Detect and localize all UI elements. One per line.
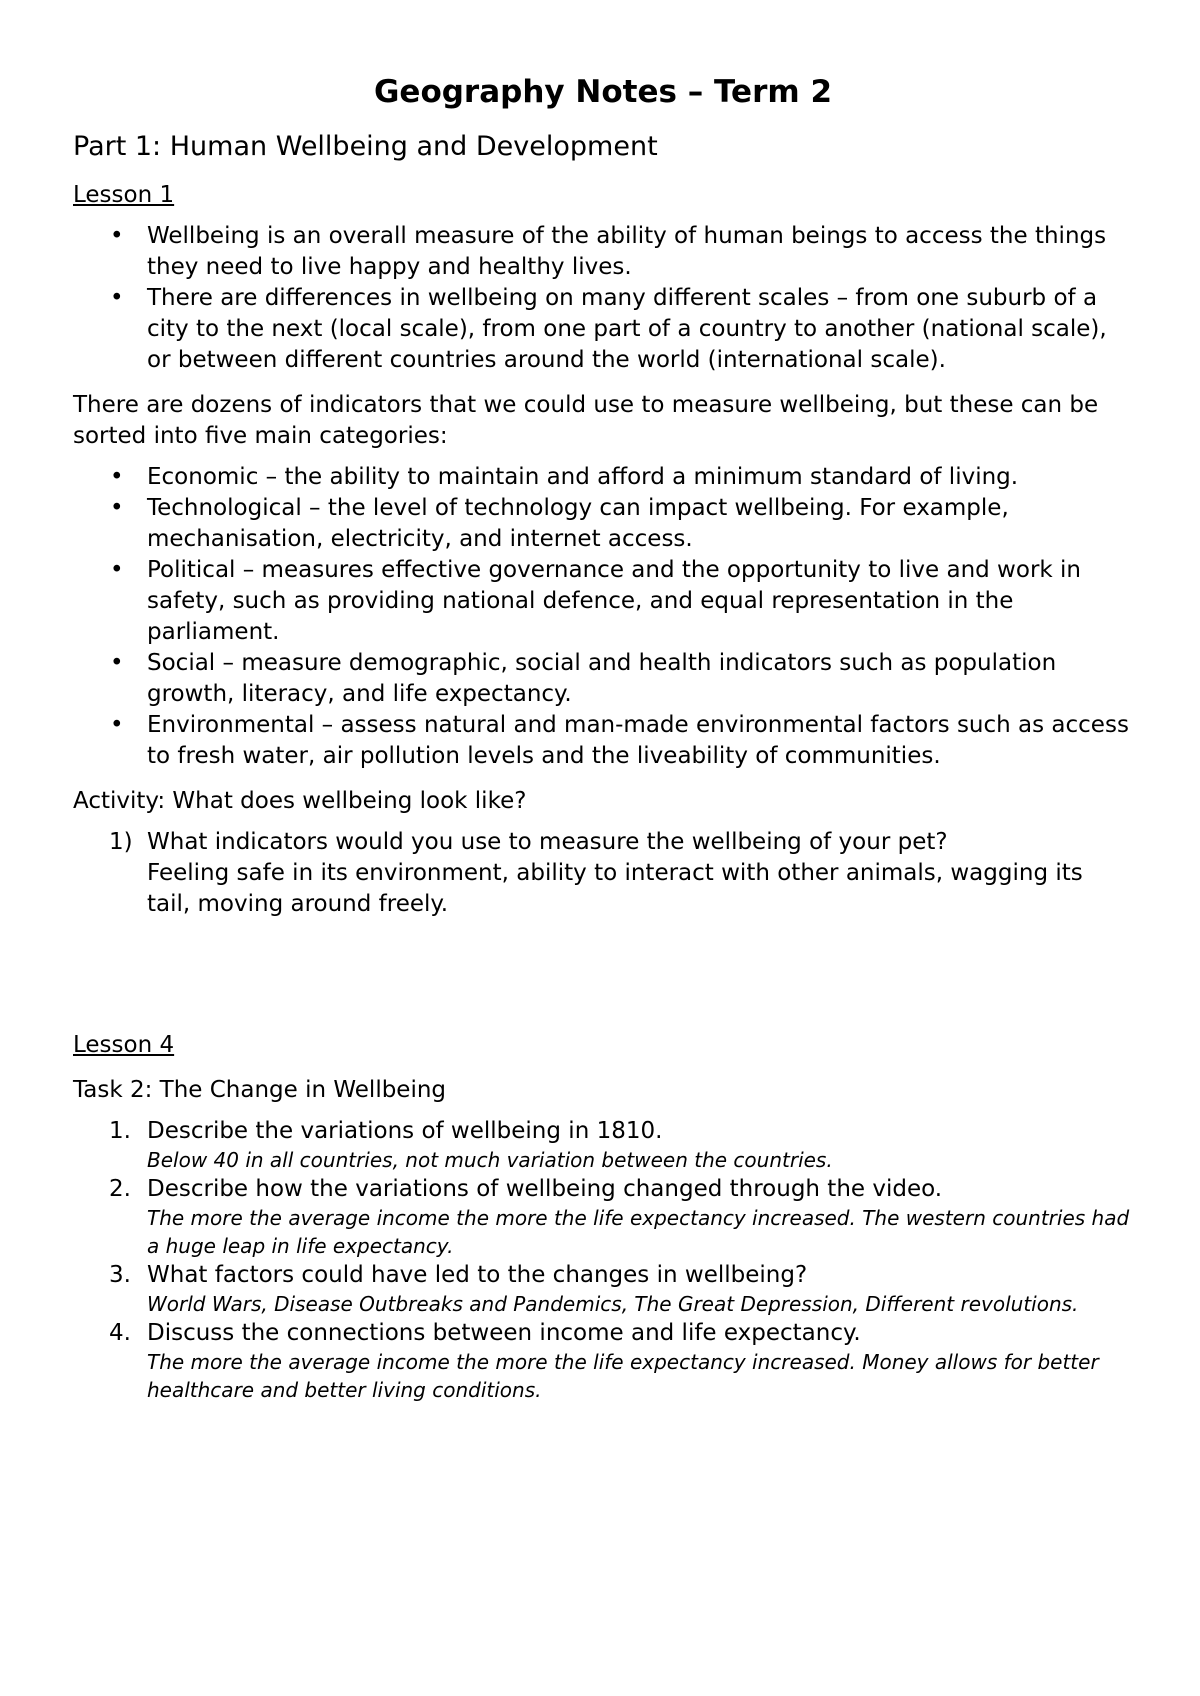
list-item-text: Wellbeing is an overall measure of the ability of human beings to access the things they need to live happy and healthy lives. — [147, 223, 1107, 280]
list-item — [73, 648, 1133, 710]
task-question: Discuss the connections between income and life expectancy. — [147, 1320, 861, 1346]
list-item-number: 2. — [109, 1176, 131, 1202]
task-answer: The more the average income the more the life expectancy increased. The western countries had a huge leap in life expectancy. — [147, 1206, 1130, 1258]
lesson-1-heading: Lesson 1 — [73, 182, 175, 208]
bullet-icon: • — [110, 464, 124, 490]
bullet-icon: • — [110, 223, 124, 249]
list-item — [73, 555, 1133, 648]
part-heading: Part 1: Human Wellbeing and Development — [73, 131, 658, 162]
list-item — [73, 710, 1133, 772]
bullet-icon: • — [110, 557, 124, 583]
list-item-text: Technological – the level of technology can impact wellbeing. For example, mechanisation, electricity, and internet access. — [147, 495, 1009, 552]
list-item-text: There are differences in wellbeing on many different scales – from one suburb of a city to the next (local scale), from one part of a country to another (national scale), or between different countries around the world (international scale). — [147, 285, 1107, 373]
blank-space — [73, 920, 1133, 1016]
list-item-number: 3. — [109, 1262, 131, 1288]
list-item-text: Political – measures effective governance and the opportunity to live and work in safety, such as providing national defence, and equal representation in the parliament. — [147, 557, 1081, 645]
bullet-icon: • — [110, 285, 124, 311]
activity-question: What indicators would you use to measure the wellbeing of your pet? — [147, 829, 948, 855]
list-item-text: Economic – the ability to maintain and afford a minimum standard of living. — [147, 464, 1019, 490]
list-item — [73, 1174, 1133, 1260]
list-item — [73, 283, 1133, 376]
bullet-icon: • — [110, 712, 124, 738]
task-question: Describe how the variations of wellbeing changed through the video. — [147, 1176, 943, 1202]
list-item — [73, 1260, 1133, 1318]
task-question: Describe the variations of wellbeing in 1810. — [147, 1118, 663, 1144]
lesson-1-bullet-list — [73, 221, 1133, 376]
bullet-icon: • — [110, 650, 124, 676]
categories-list — [73, 462, 1133, 772]
task-answer: The more the average income the more the life expectancy increased. Money allows for better healthcare and better living conditions. — [147, 1350, 1099, 1402]
activity-answer: Feeling safe in its environment, ability to interact with other animals, wagging its tail, moving around freely. — [147, 860, 1083, 917]
page-title: Geography Notes – Term 2 — [373, 74, 833, 110]
list-item-number: 4. — [109, 1320, 131, 1346]
categories-intro: There are dozens of indicators that we could use to measure wellbeing, but these can be sorted into five main categories: — [73, 392, 1099, 449]
activity-heading: Activity: What does wellbeing look like? — [73, 788, 527, 814]
list-item-number: 1) — [109, 829, 133, 855]
task-question: What factors could have led to the changes in wellbeing? — [147, 1262, 808, 1288]
list-item — [73, 221, 1133, 283]
list-item — [73, 462, 1133, 493]
list-item — [73, 493, 1133, 555]
task-answer: Below 40 in all countries, not much variation between the countries. — [147, 1148, 833, 1172]
list-item — [73, 827, 1133, 920]
task-answer: World Wars, Disease Outbreaks and Pandemics, The Great Depression, Different revolutions. — [147, 1292, 1079, 1316]
list-item — [73, 1318, 1133, 1404]
task-list — [73, 1116, 1133, 1404]
list-item-text: Environmental – assess natural and man-made environmental factors such as access to fresh water, air pollution levels and the liveability of communities. — [147, 712, 1129, 769]
activity-list — [73, 827, 1133, 920]
list-item-text: Social – measure demographic, social and health indicators such as population growth, literacy, and life expectancy. — [147, 650, 1057, 707]
task-heading: Task 2: The Change in Wellbeing — [73, 1077, 447, 1103]
bullet-icon: • — [110, 495, 124, 521]
lesson-4-heading: Lesson 4 — [73, 1032, 175, 1058]
document-page — [73, 60, 1133, 1404]
list-item-number: 1. — [109, 1118, 131, 1144]
list-item — [73, 1116, 1133, 1174]
